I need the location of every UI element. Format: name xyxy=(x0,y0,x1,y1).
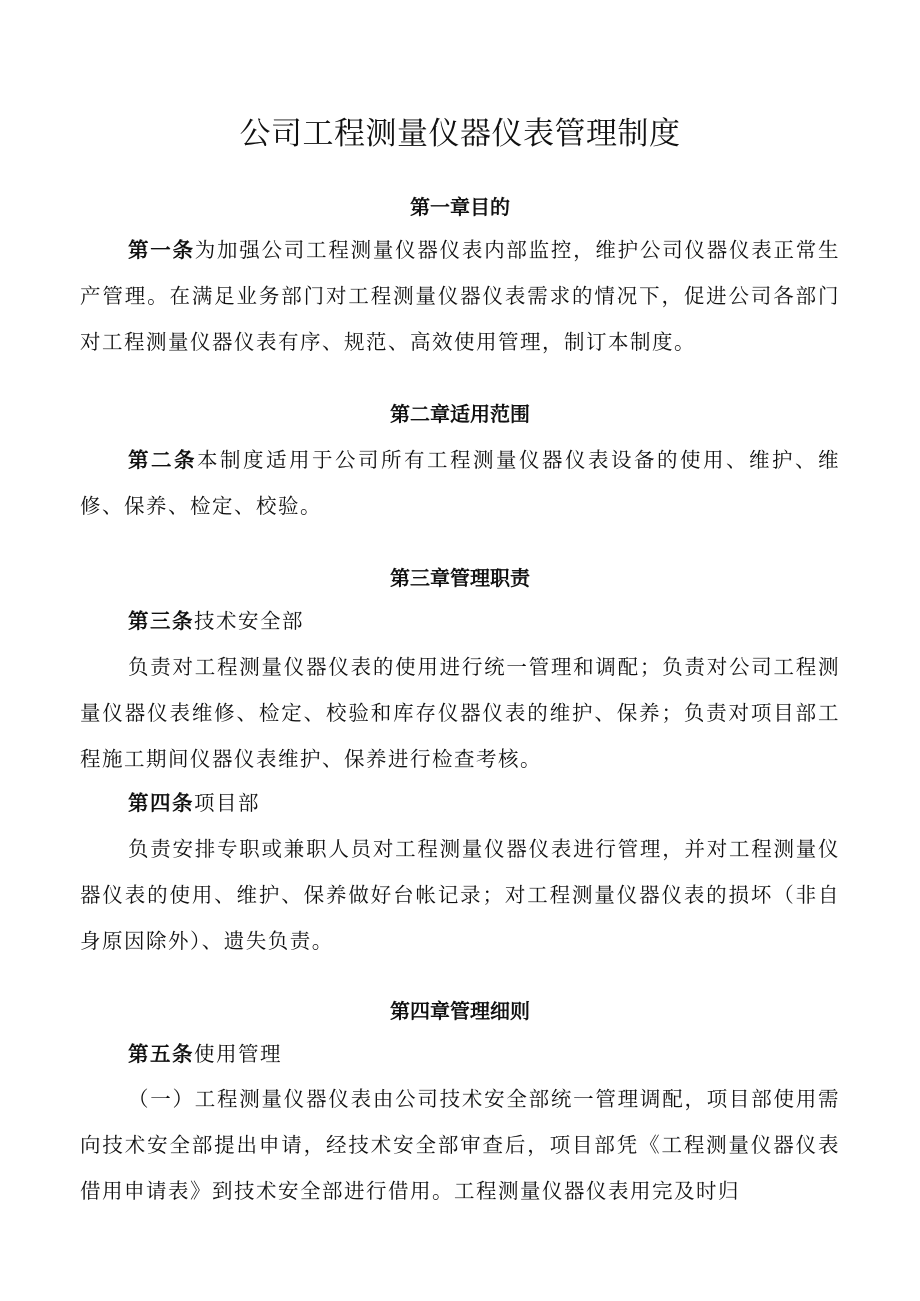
article-5-heading: 使用管理 xyxy=(194,1042,282,1066)
article-4-text: 负责安排专职或兼职人员对工程测量仪器仪表进行管理，并对工程测量仪器仪表的使用、维护、保养做好台帐记录；对工程测量仪器仪表的损坏（非自身原因除外）、遗失负责。 xyxy=(80,837,840,953)
article-1-paragraph xyxy=(80,227,840,365)
article-3-label: 第三条 xyxy=(128,609,194,633)
article-1-label: 第一条 xyxy=(128,238,195,262)
chapter-1-heading: 第一章目的 xyxy=(410,195,510,219)
document-title: 公司工程测量仪器仪表管理制度 xyxy=(239,116,681,152)
article-1-text: 为加强公司工程测量仪器仪表内部监控，维护公司仪器仪表正常生产管理。在满足业务部门对工程测量仪器仪表需求的情况下，促进公司各部门对工程测量仪器仪表有序、规范、高效使用管理，制订本制度。 xyxy=(80,238,841,354)
chapter-4-heading: 第四章管理细则 xyxy=(390,999,530,1023)
article-2-text: 本制度适用于公司所有工程测量仪器仪表设备的使用、维护、维修、保养、检定、校验。 xyxy=(80,448,840,518)
article-3-text: 负责对工程测量仪器仪表的使用进行统一管理和调配；负责对公司工程测量仪器仪表维修、检定、校验和库存仪器仪表的维护、保养；负责对项目部工程施工期间仪器仪表维护、保养进行检查考核。 xyxy=(80,655,840,771)
article-5-item-1: （一）工程测量仪器仪表由公司技术安全部统一管理调配，项目部使用需向技术安全部提出申请，经技术安全部审查后，项目部凭《工程测量仪器仪表借用申请表》到技术安全部进行借用。工程测量仪器仪表用完及时归 xyxy=(80,1087,840,1203)
article-4-heading: 项目部 xyxy=(194,791,260,815)
article-5-heading-line xyxy=(80,1031,840,1077)
article-3-heading: 技术安全部 xyxy=(194,609,304,633)
article-4-label: 第四条 xyxy=(128,791,194,815)
article-5-label: 第五条 xyxy=(128,1042,194,1066)
article-3-heading-line xyxy=(80,598,840,644)
article-2-paragraph xyxy=(80,437,840,529)
article-4-heading-line xyxy=(80,780,840,826)
chapter-3-heading: 第三章管理职责 xyxy=(390,566,530,590)
article-2-label: 第二条 xyxy=(128,448,197,472)
chapter-2-heading: 第二章适用范围 xyxy=(390,402,530,426)
